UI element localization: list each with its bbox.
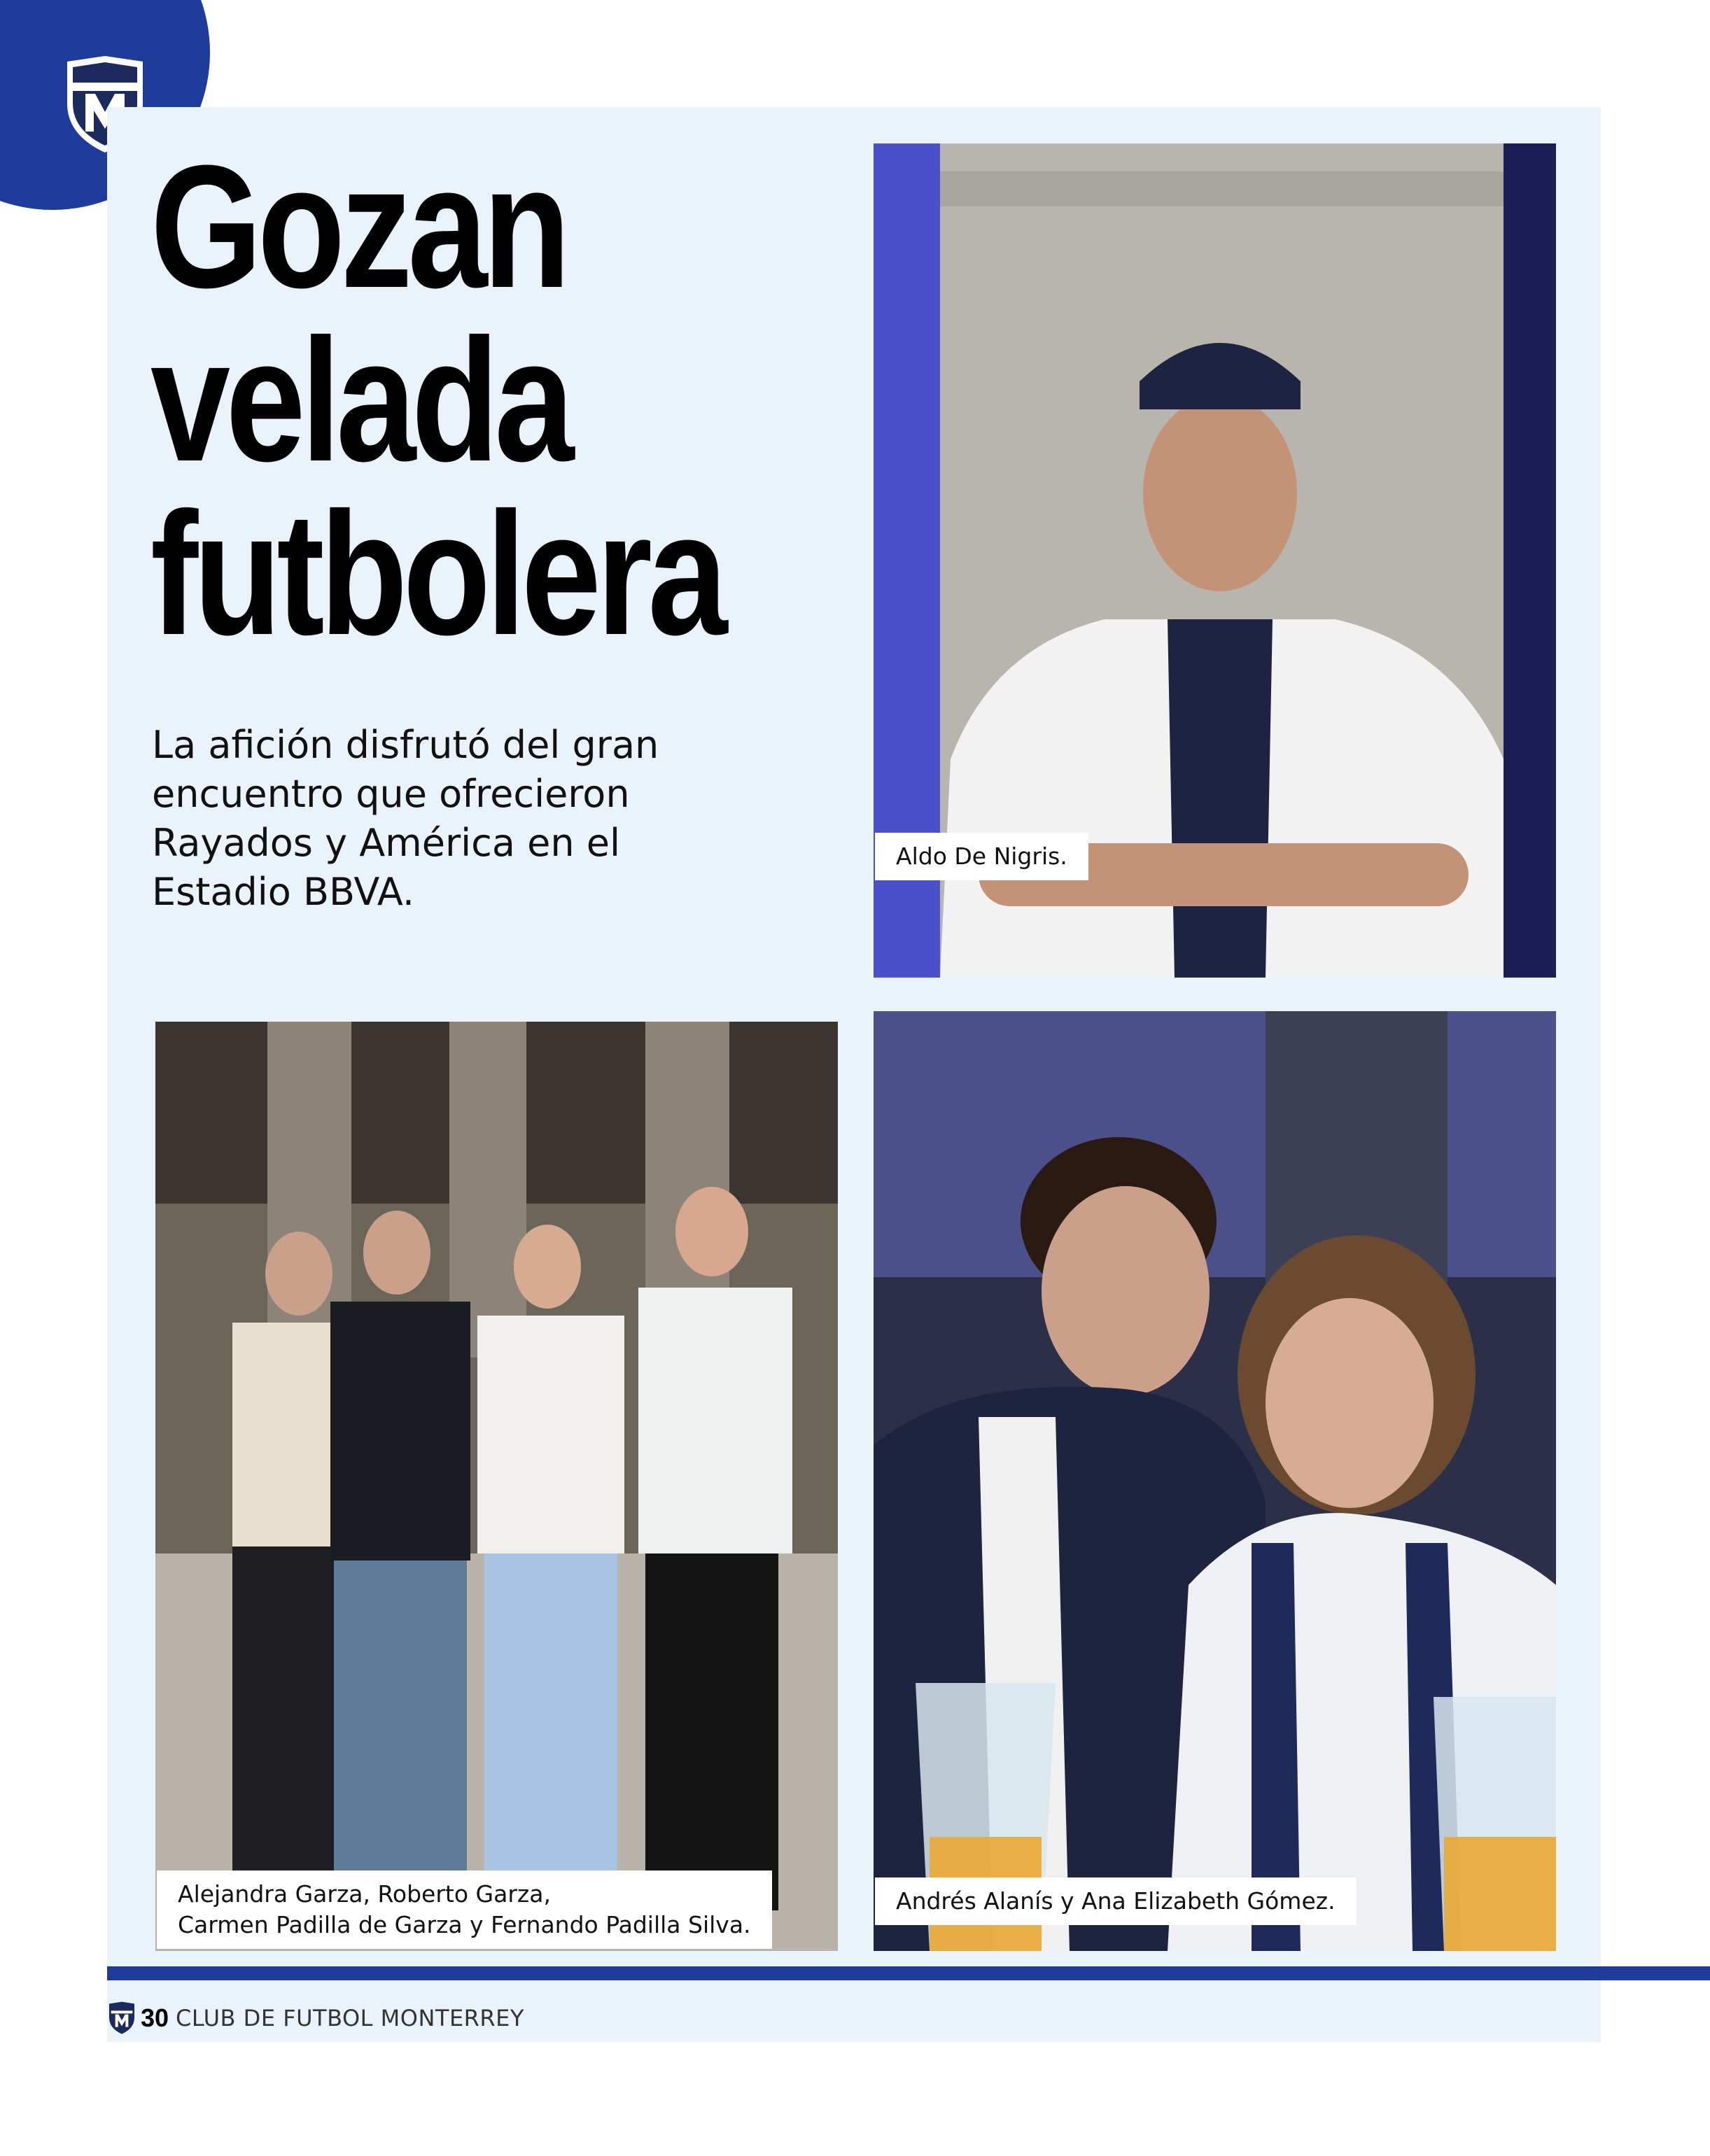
- footer-rule: [107, 1966, 1710, 1980]
- caption-photo-2: [157, 1870, 772, 1949]
- headline: [150, 129, 723, 671]
- caption-photo-1-line-1: Aldo De Nigris.: [896, 843, 1067, 870]
- page-number: 30: [141, 2003, 169, 2032]
- photo-3-image: [874, 1011, 1556, 1951]
- monterrey-crest-small-icon: [107, 2001, 136, 2035]
- photo-garza-padilla-group: [155, 1022, 838, 1951]
- headline-line-3: futbolera: [150, 476, 723, 671]
- headline-line-2: velada: [150, 302, 570, 498]
- subtitle: La afición disfrutó del gran encuentro que ofrecieron Rayados y América en el Estadio BBVA.: [152, 723, 659, 914]
- caption-photo-1: [875, 833, 1088, 880]
- caption-photo-2-line-1: Alejandra Garza, Roberto Garza,: [178, 1880, 551, 1908]
- caption-photo-3-line-1: Andrés Alanís y Ana Elizabeth Gómez.: [896, 1887, 1336, 1915]
- headline-line-1: Gozan: [150, 129, 566, 324]
- caption-photo-2-line-2: Carmen Padilla de Garza y Fernando Padilla Silva.: [178, 1911, 751, 1938]
- page-footer: [107, 2001, 524, 2035]
- photo-alanis-gomez: [874, 1011, 1556, 1951]
- caption-photo-3: [875, 1877, 1357, 1925]
- photo-2-image: [155, 1022, 838, 1951]
- footer-club-name: CLUB DE FUTBOL MONTERREY: [176, 2005, 524, 2031]
